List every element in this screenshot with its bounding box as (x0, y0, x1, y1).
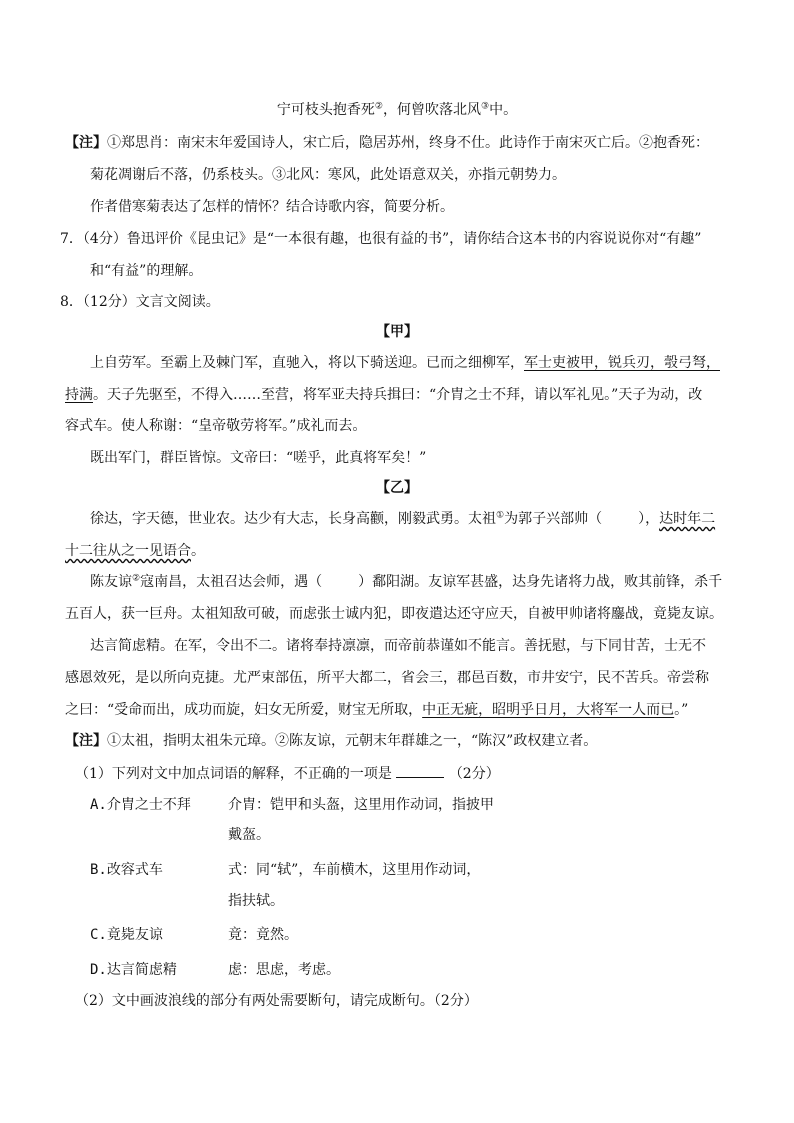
answer-blank[interactable] (396, 763, 444, 778)
yi-line-7: 之曰：“受命而出，成功而旋，妇女无所爱，财宝无所取，中正无疵，昭明乎日月，大将军一人而已。” (65, 702, 689, 718)
note-2: 【注】①太祖，指明太祖朱元璋。②陈友谅，元朝末年群雄之一，“陈汉”政权建立者。 (65, 733, 598, 749)
option-d-label: D.达言简虑精 (90, 962, 177, 978)
option-c-label: C.竟毙友谅 (90, 927, 163, 943)
yi-line-1: 徐达，字天德，世业农。达少有大志，长身高颧，刚毅武勇。太祖①为郭子兴部帅（ ），达时年二 (90, 510, 716, 527)
question-8-header: 8．（12分）文言文阅读。 (60, 294, 220, 310)
poem-line: 宁可枝头抱香死②，何曾吹落北风③中。 (276, 101, 518, 118)
option-a-label: A.介胄之士不拜 (90, 797, 191, 813)
yi-line-4: 五百人，获一巨舟。太祖知敌可破，而虑张士诚内犯，即夜遣达还守应天，自被甲帅诸将鏖战，竟毙友谅。 (65, 606, 723, 622)
yi-line-6: 感恩效死，是以所向克捷。尤严束部伍，所平大都二，省会三，郡邑百数，市井安宁，民不苦兵。帝尝称 (65, 670, 709, 686)
jia-line-4: 既出军门，群臣皆惊。文帝曰：“嗟乎，此真将军矣！” (90, 450, 427, 466)
question-7-line-1: 7．（4分）鲁迅评价《昆虫记》是“一本很有趣，也很有益的书”，请你结合这本书的内容说说你对“有趣” (60, 231, 702, 247)
jia-line-1: 上自劳军。至霸上及棘门军，直驰入，将以下骑送迎。已而之细柳军，军士吏被甲，锐兵刃，彀弓弩， (90, 355, 720, 371)
yi-line-3: 陈友谅②寇南昌，太祖召达会师，遇（ ）鄱阳湖。友谅军甚盛，达身先诸将力战，败其前锋，杀千 (90, 573, 723, 590)
question-7-line-2: 和“有益”的理解。 (90, 263, 203, 279)
sub-question-2: （2）文中画波浪线的部分有两处需要断句，请完成断句。（2分） (75, 993, 478, 1009)
note-1-line-2: 菊花凋谢后不落，仍系枝头。③北风：寒风，此处语意双关，亦指元朝势力。 (90, 167, 566, 183)
yi-line-2: 十二往从之一见语合。 (65, 543, 205, 559)
yi-line-5: 达言简虑精。在军，令出不二。诸将奉持凛凛，而帝前恭谨如不能言。善抚慰，与下同甘苦，士无不 (90, 638, 706, 654)
option-a-explanation: 介胄：铠甲和头盔，这里用作动词，指披甲 (228, 797, 494, 813)
passage-jia-title: 【甲】 (376, 324, 418, 340)
option-a-explanation-cont: 戴盔。 (228, 827, 270, 843)
sub-question-1: （1）下列对文中加点词语的解释，不正确的一项是 （2分） (75, 763, 500, 784)
option-b-explanation: 式：同“轼”，车前横木，这里用作动词， (228, 862, 481, 878)
note-1-line-1: 【注】①郑思肖：南宋末年爱国诗人，宋亡后，隐居苏州，终身不仕。此诗作于南宋灭亡后。②抱香死： (65, 135, 709, 151)
option-b-label: B.改容式车 (90, 862, 163, 878)
passage-yi-title: 【乙】 (376, 480, 418, 496)
option-b-explanation-cont: 指扶轼。 (228, 893, 284, 909)
jia-line-3: 容式车。使人称谢：“皇帝敬劳将军。”成礼而去。 (65, 418, 367, 434)
question-6-prompt: 作者借寒菊表达了怎样的情怀？结合诗歌内容，简要分析。 (90, 199, 454, 215)
jia-line-2: 持满。天子先驱至，不得入……至营，将军亚夫持兵揖曰：“介胄之士不拜，请以军礼见。”天子为动，改 (65, 387, 703, 403)
option-c-explanation: 竟：竟然。 (228, 927, 298, 943)
option-d-explanation: 虑：思虑，考虑。 (228, 962, 340, 978)
